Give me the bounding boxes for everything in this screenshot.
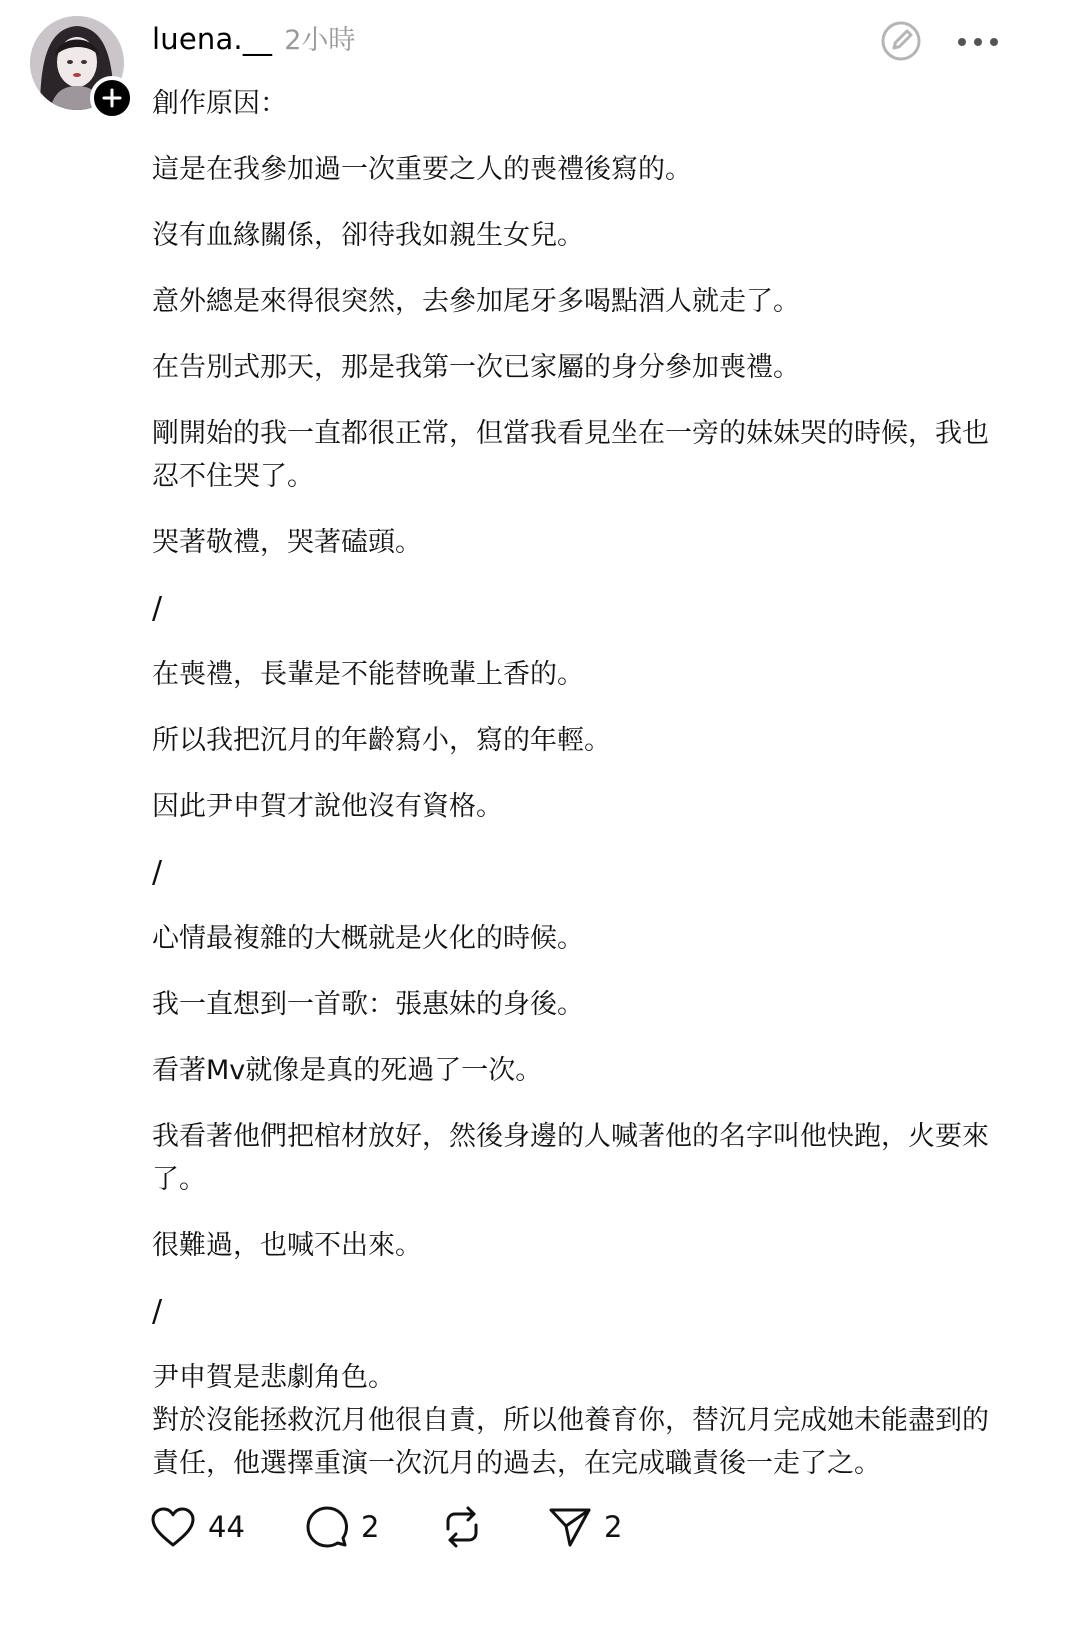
post-paragraph: 在告別式那天，那是我第一次已家屬的身分參加喪禮。 xyxy=(152,352,800,383)
post-paragraph: 尹申賀是悲劇角色。 對於沒能拯救沉月他很自責，所以他養育你，替沉月完成她未能盡到的責任，他選擇重演一次沉月的過去，在完成職責後一走了之。 xyxy=(152,1362,989,1479)
more-icon[interactable] xyxy=(955,28,1001,56)
post-paragraph: 所以我把沉月的年齡寫小，寫的年輕。 xyxy=(152,725,611,756)
post-paragraph: 剛開始的我一直都很正常，但當我看見坐在一旁的妹妹哭的時候，我也忍不住哭了。 xyxy=(152,418,989,492)
post-paragraph: 我一直想到一首歌：張惠妹的身後。 xyxy=(152,989,584,1020)
like-count: 44 xyxy=(208,1510,245,1544)
section-divider: / xyxy=(152,591,163,626)
post-body xyxy=(152,82,1002,1508)
repost-icon xyxy=(440,1505,484,1549)
post-paragraph: 很難過，也喊不出來。 xyxy=(152,1230,422,1261)
edit-icon[interactable] xyxy=(879,19,923,63)
like-button[interactable] xyxy=(150,1500,245,1554)
repost-button[interactable] xyxy=(440,1500,496,1554)
post-paragraph: 心情最複雜的大概就是火化的時候。 xyxy=(152,923,584,954)
send-icon xyxy=(548,1505,592,1549)
reply-button[interactable] xyxy=(305,1500,379,1554)
comment-icon xyxy=(305,1505,349,1549)
post-paragraph: 在喪禮，長輩是不能替晚輩上香的。 xyxy=(152,659,584,690)
post-paragraph: 這是在我參加過一次重要之人的喪禮後寫的。 xyxy=(152,154,692,185)
post-paragraph: 哭著敬禮，哭著磕頭。 xyxy=(152,527,422,558)
timestamp: 2小時 xyxy=(284,25,356,56)
heart-icon xyxy=(150,1506,196,1548)
post-paragraph: 我看著他們把棺材放好，然後身邊的人喊著他的名字叫他快跑，火要來了。 xyxy=(152,1121,989,1195)
action-bar xyxy=(150,1500,850,1554)
section-divider: / xyxy=(152,855,163,890)
post-header xyxy=(152,18,355,66)
username[interactable]: luena.__ xyxy=(152,22,273,56)
post-paragraph: 因此尹申賀才說他沒有資格。 xyxy=(152,791,503,822)
plus-icon xyxy=(101,87,123,109)
post-paragraph: 沒有血緣關係，卻待我如親生女兒。 xyxy=(152,220,584,251)
reply-count: 2 xyxy=(361,1510,380,1544)
section-divider: / xyxy=(152,1294,163,1329)
post-paragraph: 創作原因： xyxy=(152,88,287,119)
post-paragraph: 意外總是來得很突然，去參加尾牙多喝點酒人就走了。 xyxy=(152,286,800,317)
follow-button[interactable] xyxy=(90,76,134,120)
post-paragraph: 看著Mv就像是真的死過了一次。 xyxy=(152,1055,543,1086)
share-button[interactable] xyxy=(548,1500,622,1554)
share-count: 2 xyxy=(604,1510,623,1544)
